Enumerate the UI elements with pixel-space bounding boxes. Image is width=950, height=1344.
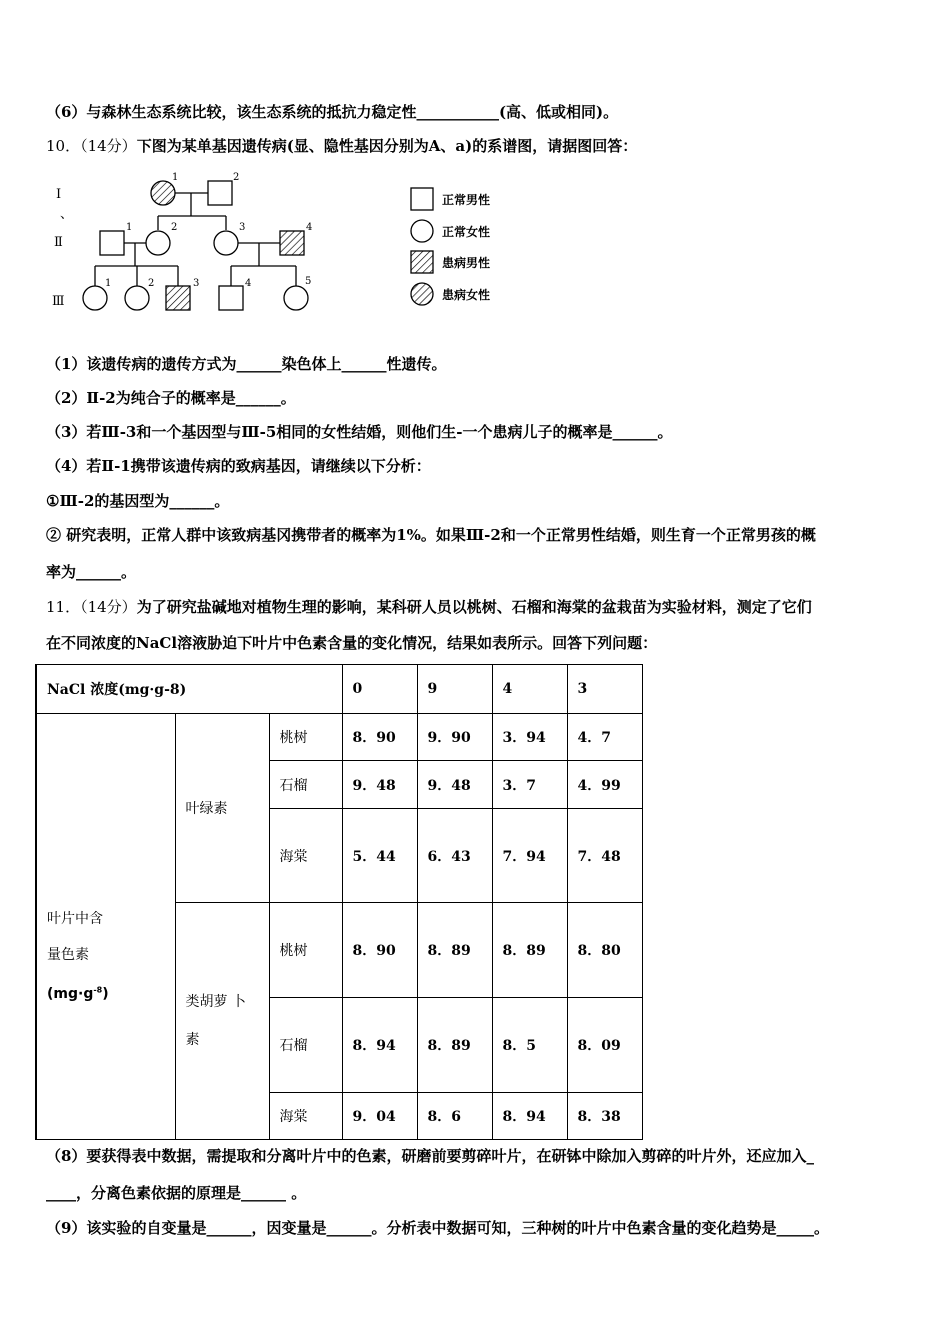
I-1-affected-female — [151, 181, 175, 205]
legend-normal-female-label: 正常女性 — [442, 225, 491, 239]
legend-affected-male-icon — [411, 251, 433, 273]
gen-label-III: Ⅲ — [52, 294, 65, 309]
plant-name: 石榴 — [269, 761, 342, 809]
table-cell: 8．38 — [567, 1093, 642, 1140]
q11-sub8-a: （8）要获得表中数据，需提取和分离叶片中的色素，研磨前要剪碎叶片，在研钵中除加入剪碎的叶片外，还应加入_ — [46, 1147, 814, 1165]
II-3-normal-female — [214, 231, 238, 255]
III-4-normal-male — [219, 286, 243, 310]
legend-affected-male-label: 患病男性 — [442, 256, 491, 270]
ind-number: 4 — [245, 278, 252, 289]
gen-label-II: Ⅱ — [54, 235, 63, 250]
header-value: 0 — [342, 665, 417, 714]
header-label: NaCl 浓度(mg·g-8) — [36, 665, 342, 714]
table-cell: 8．09 — [567, 998, 642, 1093]
q11-sub8-b: ____，分离色素依据的原理是______ 。 — [46, 1184, 307, 1202]
q10-sub4-2-b: 率为______。 — [46, 563, 137, 581]
table-cell: 3．94 — [492, 714, 567, 761]
table-cell: 8．94 — [492, 1093, 567, 1140]
gen-label-I: Ⅰ — [56, 187, 62, 202]
ind-number: 4 — [306, 222, 313, 233]
table-cell: 6．43 — [417, 809, 492, 903]
I-2-normal-male — [208, 181, 232, 205]
table-cell: 7．48 — [567, 809, 642, 903]
q10-heading — [46, 135, 637, 157]
table-cell: 9．48 — [417, 761, 492, 809]
q10-sub1: （1）该遗传病的遗传方式为______染色体上______性遗传。 — [46, 355, 447, 373]
table-cell: 5．44 — [342, 809, 417, 903]
pigment-chlorophyll: 叶绿素 — [175, 714, 269, 903]
legend-normal-male-label: 正常男性 — [442, 193, 491, 207]
ind-number: 3 — [193, 278, 200, 289]
ind-number: 1 — [105, 278, 112, 289]
table-cell: 8．89 — [417, 903, 492, 998]
III-1-normal-female — [83, 286, 107, 310]
table-cell: 8．90 — [342, 714, 417, 761]
plant-name: 海棠 — [269, 809, 342, 903]
q9-sub6-line: （6）与森林生态系统比较，该生态系统的抵抗力稳定性___________(高、低或相同)。 — [46, 103, 619, 121]
table-header-row — [36, 665, 642, 714]
q11-heading — [46, 596, 812, 618]
table-cell: 3．7 — [492, 761, 567, 809]
q10-sub4-2-a: ② 研究表明，正常人群中该致病基冈携带者的概率为1%。如果Ⅲ-2和一个正常男性结婚，则生育一个正常男孩的概 — [46, 526, 816, 544]
legend-normal-female-icon — [411, 220, 433, 242]
II-2-normal-female — [146, 231, 170, 255]
table-cell: 4．7 — [567, 714, 642, 761]
pigment-table — [35, 664, 643, 1140]
plant-name: 海棠 — [269, 1093, 342, 1140]
q10-number: 10．（14分） — [46, 137, 137, 155]
table-cell: 8．6 — [417, 1093, 492, 1140]
ind-number: 5 — [305, 276, 312, 287]
legend-affected-female-label: 患病女性 — [442, 288, 491, 302]
table-cell: 7．94 — [492, 809, 567, 903]
II-4-affected-male — [280, 231, 304, 255]
q10-sub4-1: ①Ⅲ-2的基因型为______。 — [46, 492, 230, 510]
q10-sub4: （4）若Ⅱ-1携带该遗传病的致病基因，请继续以下分析： — [46, 457, 431, 475]
q10-text: 下图为某单基因遗传病(显、隐性基因分别为A、a)的系谱图，请据图回答： — [136, 137, 638, 155]
gen-label-mark: 、 — [60, 207, 74, 222]
ind-number: 1 — [126, 222, 133, 233]
header-value: 4 — [492, 665, 567, 714]
plant-name: 桃树 — [269, 714, 342, 761]
q11-text-a: 为了研究盐碱地对植物生理的影响，某科研人员以桃树、石榴和海棠的盆栽苗为实验材料，测定了它们 — [136, 598, 812, 616]
header-value: 9 — [417, 665, 492, 714]
q11-sub9: （9）该实验的自变量是______，因变量是______。分析表中数据可知，三种树的叶片中色素含量的变化趋势是_____。 — [46, 1219, 829, 1237]
table-cell: 8．89 — [417, 998, 492, 1093]
table-cell: 8．5 — [492, 998, 567, 1093]
table-cell: 9．48 — [342, 761, 417, 809]
III-2-normal-female — [125, 286, 149, 310]
legend-affected-female-icon — [411, 283, 433, 305]
plant-name: 桃树 — [269, 903, 342, 998]
table-row — [36, 714, 642, 761]
II-1-normal-male — [100, 231, 124, 255]
III-5-normal-female — [284, 286, 308, 310]
table-cell: 8．89 — [492, 903, 567, 998]
q10-sub2: （2）Ⅱ-2为纯合子的概率是______。 — [46, 389, 296, 407]
table-cell: 8．80 — [567, 903, 642, 998]
pedigree-chart — [46, 168, 506, 318]
ind-number: 3 — [239, 222, 246, 233]
row-group-label: 叶片中含 量色素 $(mg\cdot g^{-8})$ — [36, 714, 175, 1140]
q10-sub3: （3）若Ⅲ-3和一个基因型与Ⅲ-5相同的女性结婚，则他们生-一个患病儿子的概率是______。 — [46, 423, 673, 441]
ind-number: 2 — [148, 278, 155, 289]
table-cell: 9．04 — [342, 1093, 417, 1140]
plant-name: 石榴 — [269, 998, 342, 1093]
table-cell: 8．94 — [342, 998, 417, 1093]
table-cell: 8．90 — [342, 903, 417, 998]
table-cell: 4．99 — [567, 761, 642, 809]
ind-number: 2 — [233, 172, 240, 183]
ind-number: 2 — [171, 222, 178, 233]
header-value: 3 — [567, 665, 642, 714]
III-3-affected-male — [166, 286, 190, 310]
q11-number: 11．（14分） — [46, 598, 137, 616]
ind-number: 1 — [172, 172, 179, 183]
pigment-carotenoid: 类胡萝 卜 素 — [175, 903, 269, 1140]
table-cell: 9．90 — [417, 714, 492, 761]
q11-text-b: 在不同浓度的NaCl溶液胁迫下叶片中色素含量的变化情况，结果如表所示。回答下列问题： — [46, 634, 658, 652]
legend-normal-male-icon — [411, 188, 433, 210]
